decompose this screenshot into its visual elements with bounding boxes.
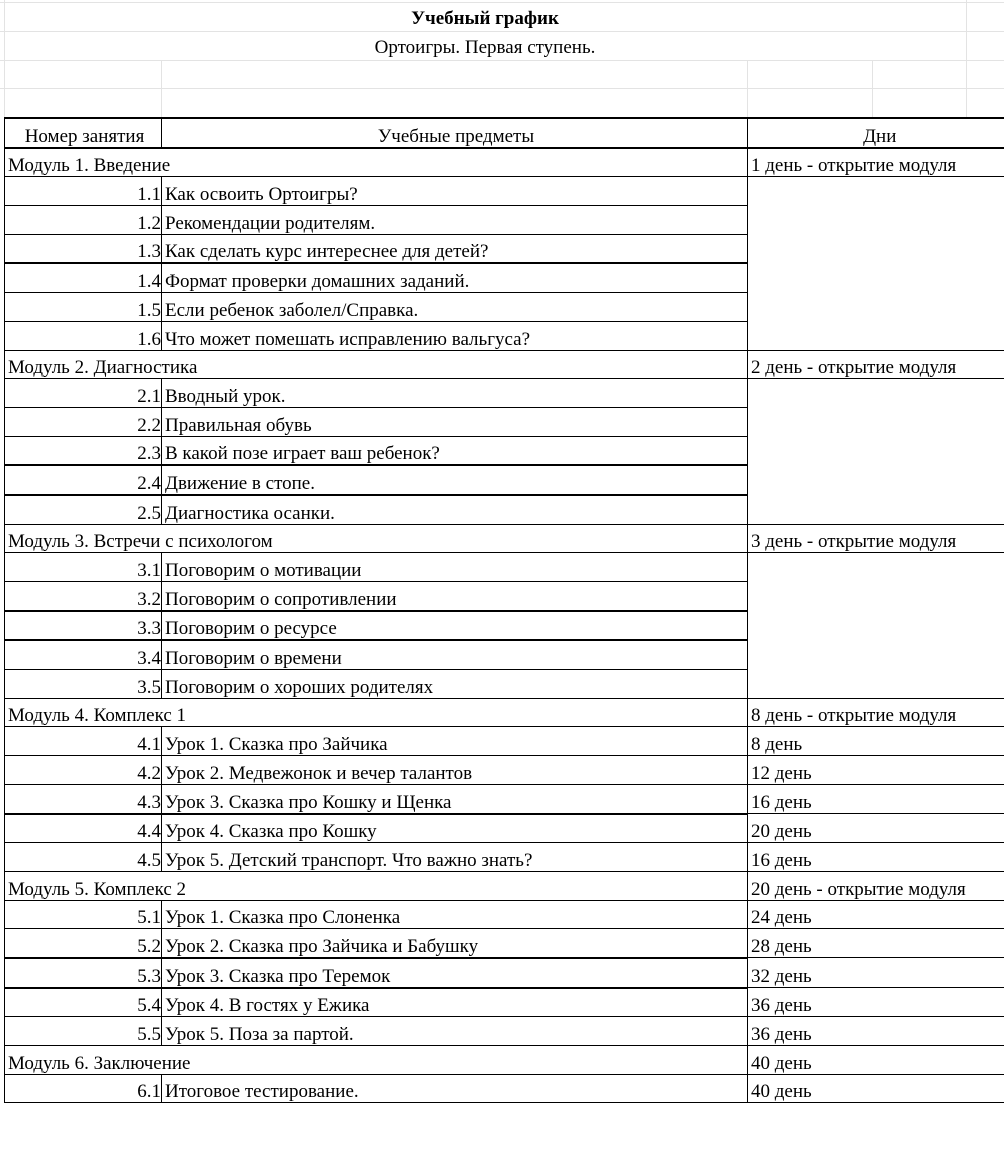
schedule-table xyxy=(4,117,1004,1103)
lesson-title: Формат проверки домашних заданий. xyxy=(162,263,748,292)
lesson-days: 12 день xyxy=(748,756,1004,785)
lesson-title: Урок 3. Сказка про Кошку и Щенка xyxy=(162,784,748,813)
lesson-row xyxy=(5,321,1004,350)
module-title: Модуль 3. Встречи с психологом xyxy=(5,524,748,553)
module-title: Модуль 5. Комплекс 2 xyxy=(5,871,748,900)
lesson-title: Урок 2. Медвежонок и вечер талантов xyxy=(162,756,748,785)
lesson-row xyxy=(5,670,1004,699)
lesson-row xyxy=(5,436,1004,465)
schedule-body xyxy=(5,148,1004,1103)
lesson-title: Урок 5. Детский транспорт. Что важно знать? xyxy=(162,843,748,872)
module-days: 1 день - открытие модуля xyxy=(748,148,1004,177)
lesson-number: 4.1 xyxy=(5,727,162,756)
header-days: Дни xyxy=(748,118,1004,148)
header-number: Номер занятия xyxy=(5,118,162,148)
lesson-number: 4.5 xyxy=(5,843,162,872)
lesson-row xyxy=(5,407,1004,436)
lesson-row xyxy=(5,177,1004,206)
lesson-row xyxy=(5,234,1004,263)
lesson-number: 1.3 xyxy=(5,234,162,263)
lesson-row xyxy=(5,582,1004,611)
lesson-number: 5.3 xyxy=(5,958,162,988)
lesson-row xyxy=(5,263,1004,292)
lesson-row xyxy=(5,988,1004,1017)
lesson-number: 5.4 xyxy=(5,988,162,1017)
lesson-title: Поговорим о сопротивлении xyxy=(162,582,748,611)
lesson-number: 3.1 xyxy=(5,553,162,582)
lesson-number: 3.3 xyxy=(5,611,162,641)
module-row xyxy=(5,524,1004,553)
lesson-number: 1.5 xyxy=(5,293,162,322)
lesson-title: Урок 3. Сказка про Теремок xyxy=(162,958,748,988)
lesson-row xyxy=(5,611,1004,641)
lesson-row xyxy=(5,553,1004,582)
lesson-title: Поговорим о хороших родителях xyxy=(162,670,748,699)
lesson-days: 36 день xyxy=(748,988,1004,1017)
lesson-title: Если ребенок заболел/Справка. xyxy=(162,293,748,322)
module-days: 8 день - открытие модуля xyxy=(748,698,1004,727)
lesson-row xyxy=(5,727,1004,756)
lesson-title: Движение в стопе. xyxy=(162,465,748,495)
lesson-row xyxy=(5,929,1004,958)
lesson-number: 2.3 xyxy=(5,436,162,465)
module-days: 20 день - открытие модуля xyxy=(748,871,1004,900)
module-row xyxy=(5,148,1004,177)
lesson-title: Как сделать курс интереснее для детей? xyxy=(162,234,748,263)
lesson-days: 20 день xyxy=(748,814,1004,843)
lesson-days xyxy=(748,670,1004,699)
module-row xyxy=(5,871,1004,900)
lesson-days xyxy=(748,177,1004,206)
lesson-days xyxy=(748,234,1004,263)
lesson-title: Поговорим о мотивации xyxy=(162,553,748,582)
lesson-title: Урок 4. В гостях у Ежика xyxy=(162,988,748,1017)
lesson-row xyxy=(5,843,1004,872)
lesson-number: 3.4 xyxy=(5,640,162,669)
lesson-days xyxy=(748,582,1004,611)
module-row xyxy=(5,1046,1004,1075)
lesson-row xyxy=(5,293,1004,322)
lesson-number: 5.2 xyxy=(5,929,162,958)
lesson-number: 3.2 xyxy=(5,582,162,611)
lesson-number: 2.2 xyxy=(5,407,162,436)
lesson-row xyxy=(5,756,1004,785)
lesson-row xyxy=(5,465,1004,495)
lesson-number: 6.1 xyxy=(5,1074,162,1103)
lesson-title: Поговорим о времени xyxy=(162,640,748,669)
lesson-row xyxy=(5,1017,1004,1046)
lesson-number: 4.4 xyxy=(5,814,162,843)
lesson-title: Что может помешать исправлению вальгуса? xyxy=(162,321,748,350)
module-row xyxy=(5,350,1004,379)
module-row xyxy=(5,698,1004,727)
lesson-title: Урок 1. Сказка про Зайчика xyxy=(162,727,748,756)
lesson-number: 2.1 xyxy=(5,379,162,408)
lesson-title: Урок 2. Сказка про Зайчика и Бабушку xyxy=(162,929,748,958)
lesson-row xyxy=(5,495,1004,524)
lesson-number: 2.4 xyxy=(5,465,162,495)
lesson-row xyxy=(5,206,1004,235)
lesson-title: Итоговое тестирование. xyxy=(162,1074,748,1103)
module-days: 2 день - открытие модуля xyxy=(748,350,1004,379)
lesson-row xyxy=(5,958,1004,988)
lesson-number: 4.2 xyxy=(5,756,162,785)
lesson-days: 8 день xyxy=(748,727,1004,756)
lesson-days xyxy=(748,465,1004,495)
lesson-number: 1.6 xyxy=(5,321,162,350)
lesson-row xyxy=(5,1074,1004,1103)
lesson-title: Урок 4. Сказка про Кошку xyxy=(162,814,748,843)
lesson-number: 1.2 xyxy=(5,206,162,235)
lesson-days: 16 день xyxy=(748,843,1004,872)
page-title: Учебный график xyxy=(411,8,559,29)
lesson-title: Как освоить Ортоигры? xyxy=(162,177,748,206)
module-title: Модуль 1. Введение xyxy=(5,148,748,177)
lesson-row xyxy=(5,814,1004,843)
lesson-title: Поговорим о ресурсе xyxy=(162,611,748,641)
lesson-days xyxy=(748,263,1004,292)
lesson-days: 24 день xyxy=(748,900,1004,929)
lesson-number: 1.4 xyxy=(5,263,162,292)
lesson-title: Рекомендации родителям. xyxy=(162,206,748,235)
lesson-number: 2.5 xyxy=(5,495,162,524)
lesson-number: 1.1 xyxy=(5,177,162,206)
lesson-number: 5.1 xyxy=(5,900,162,929)
lesson-days xyxy=(748,436,1004,465)
lesson-days xyxy=(748,611,1004,641)
lesson-days xyxy=(748,379,1004,408)
lesson-days xyxy=(748,407,1004,436)
module-title: Модуль 6. Заключение xyxy=(5,1046,748,1075)
lesson-row xyxy=(5,784,1004,813)
lesson-days xyxy=(748,321,1004,350)
module-days: 3 день - открытие модуля xyxy=(748,524,1004,553)
lesson-row xyxy=(5,900,1004,929)
module-days: 40 день xyxy=(748,1046,1004,1075)
lesson-days xyxy=(748,495,1004,524)
page-subtitle: Ортоигры. Первая ступень. xyxy=(374,37,596,58)
lesson-title: Диагностика осанки. xyxy=(162,495,748,524)
module-title: Модуль 2. Диагностика xyxy=(5,350,748,379)
table-header-row xyxy=(5,118,1004,148)
lesson-row xyxy=(5,379,1004,408)
lesson-title: Урок 1. Сказка про Слоненка xyxy=(162,900,748,929)
lesson-days xyxy=(748,293,1004,322)
lesson-days: 40 день xyxy=(748,1074,1004,1103)
module-title: Модуль 4. Комплекс 1 xyxy=(5,698,748,727)
lesson-number: 5.5 xyxy=(5,1017,162,1046)
lesson-days: 36 день xyxy=(748,1017,1004,1046)
lesson-days: 16 день xyxy=(748,784,1004,813)
lesson-title: Правильная обувь xyxy=(162,407,748,436)
lesson-days xyxy=(748,553,1004,582)
lesson-days: 32 день xyxy=(748,958,1004,988)
lesson-number: 4.3 xyxy=(5,784,162,813)
lesson-days xyxy=(748,640,1004,669)
lesson-title: Вводный урок. xyxy=(162,379,748,408)
lesson-title: В какой позе играет ваш ребенок? xyxy=(162,436,748,465)
header-subjects: Учебные предметы xyxy=(162,118,748,148)
lesson-row xyxy=(5,640,1004,669)
lesson-number: 3.5 xyxy=(5,670,162,699)
lesson-title: Урок 5. Поза за партой. xyxy=(162,1017,748,1046)
lesson-days: 28 день xyxy=(748,929,1004,958)
lesson-days xyxy=(748,206,1004,235)
